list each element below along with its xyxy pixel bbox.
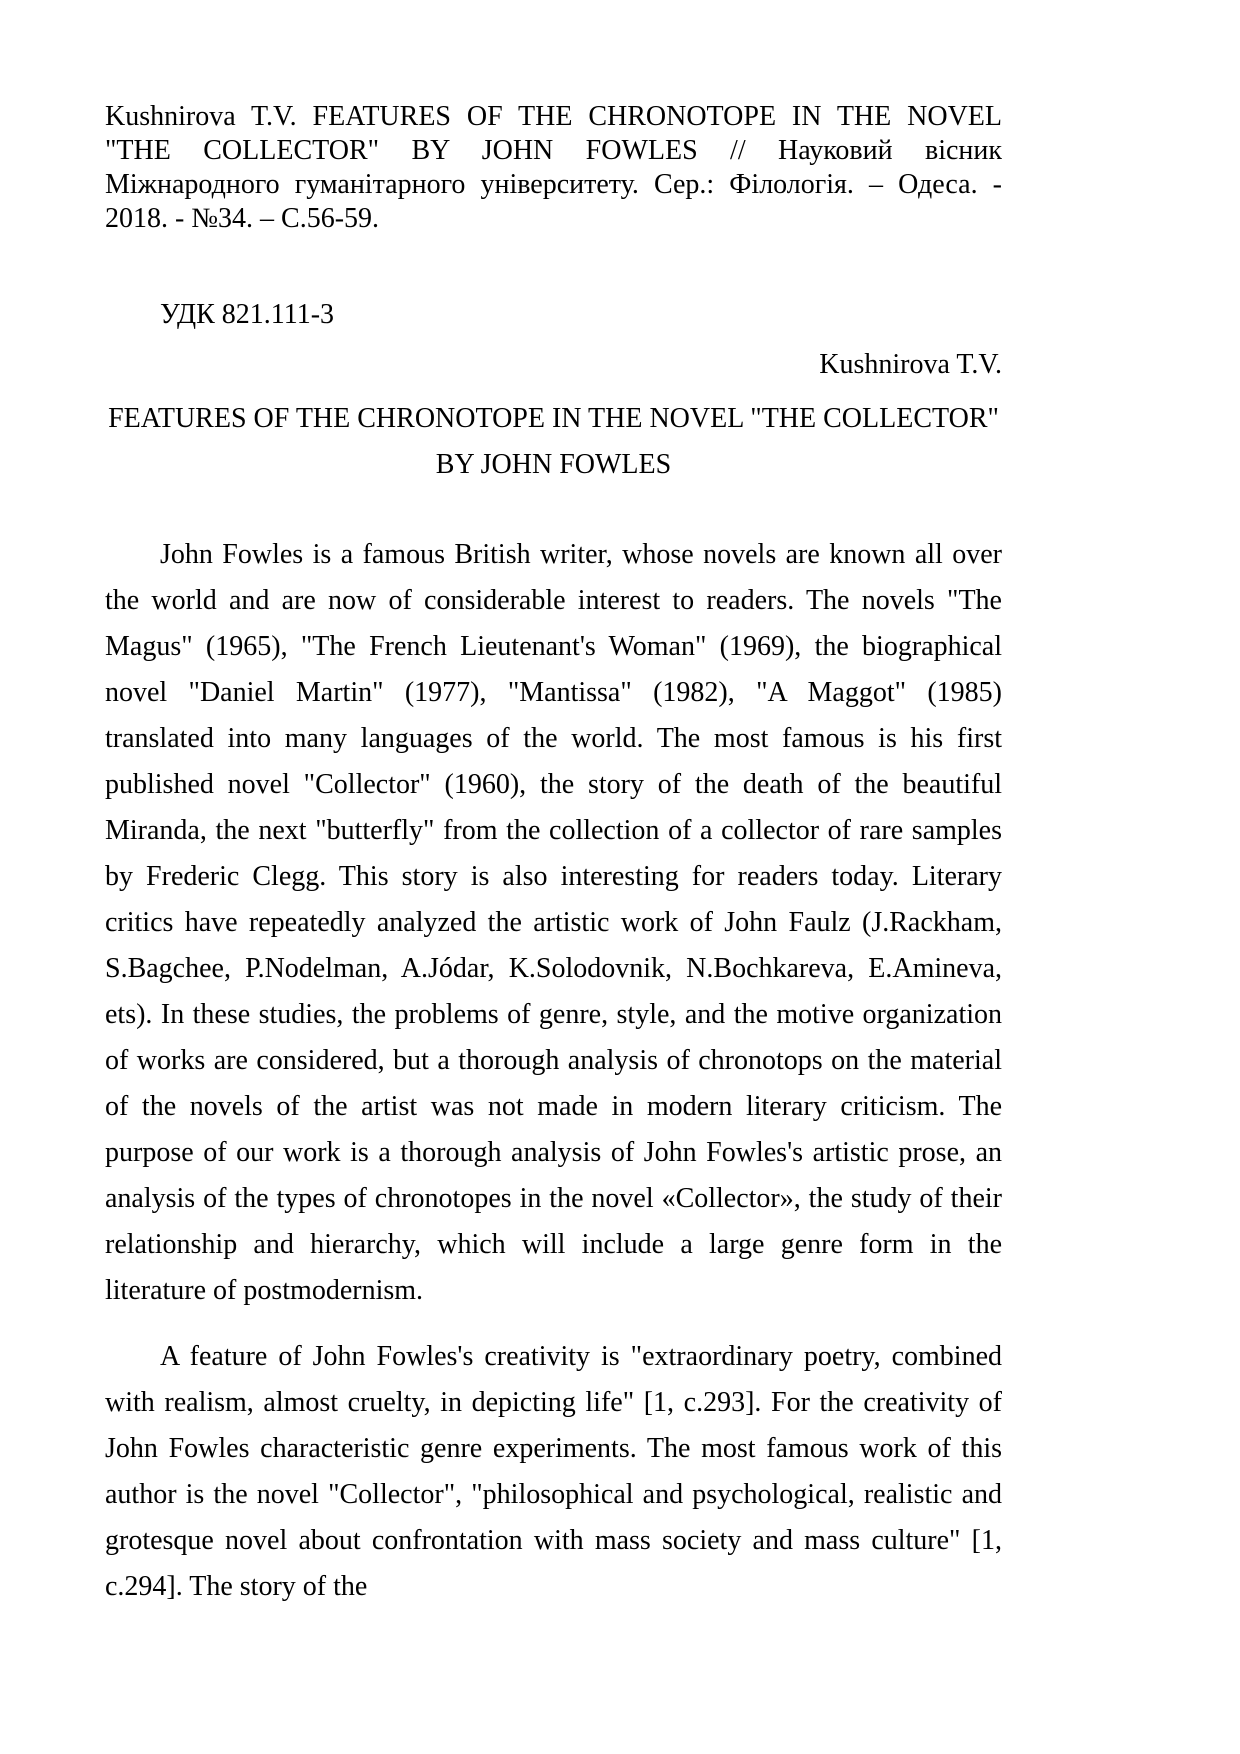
- header-citation: Kushnirova T.V. FEATURES OF THE CHRONOTOPE IN THE NOVEL "THE COLLECTOR" BY JOHN FOWLES // Науковий вісник Міжнародного гуманітарного університету. Сер.: Філологія. – Одеса. - 2018. - №34. – С.56-59.: [105, 101, 1002, 234]
- article-title-line2: BY JOHN FOWLES: [435, 449, 672, 480]
- paragraph-introduction: John Fowles is a famous British writer, whose novels are known all over the world and are now of considerable interest to readers. The novels "The Magus" (1965), "The French Lieutenant's Woman" (1969), the biographical novel "Daniel Martin" (1977), "Mantissa" (1982), "A Maggot" (1985) translated into many languages of the world. The most famous is his first published novel "Collector" (1960), the story of the death of the beautiful Miranda, the next "butterfly" from the collection of a collector of rare samples by Frederic Clegg. This story is also interesting for readers today. Literary critics have repeatedly analyzed the artistic work of John Faulz (J.Rackham, S.Bagchee, P.Nodelman, A.Jódar, K.Solodovnik, N.Bochkareva, E.Amineva, ets). In these studies, the problems of genre, style, and the motive organization of works are considered, but a thorough analysis of chronotops on the material of the novels of the artist was not made in modern literary criticism. The purpose of our work is a thorough analysis of John Fowles's artistic prose, an analysis of the types of chronotopes in the novel «Collector», the study of their relationship and hierarchy, which will include a large genre form in the literature of postmodernism.: [105, 539, 1002, 1306]
- article-title-line1: FEATURES OF THE CHRONOTOPE IN THE NOVEL "THE COLLECTOR": [108, 403, 999, 434]
- article-title: [105, 396, 1002, 488]
- paragraph-feature: A feature of John Fowles's creativity is "extraordinary poetry, combined with realism, almost cruelty, in depicting life" [1, с.293]. For the creativity of John Fowles characteristic genre experiments. The most famous work of this author is the novel "Collector", "philosophical and psychological, realistic and grotesque novel about confrontation with mass society and mass culture" [1, с.294]. The story of the: [105, 1341, 1002, 1602]
- udc-number: УДК 821.111-3: [160, 299, 335, 330]
- author-name: Kushnirova T.V.: [819, 349, 1002, 380]
